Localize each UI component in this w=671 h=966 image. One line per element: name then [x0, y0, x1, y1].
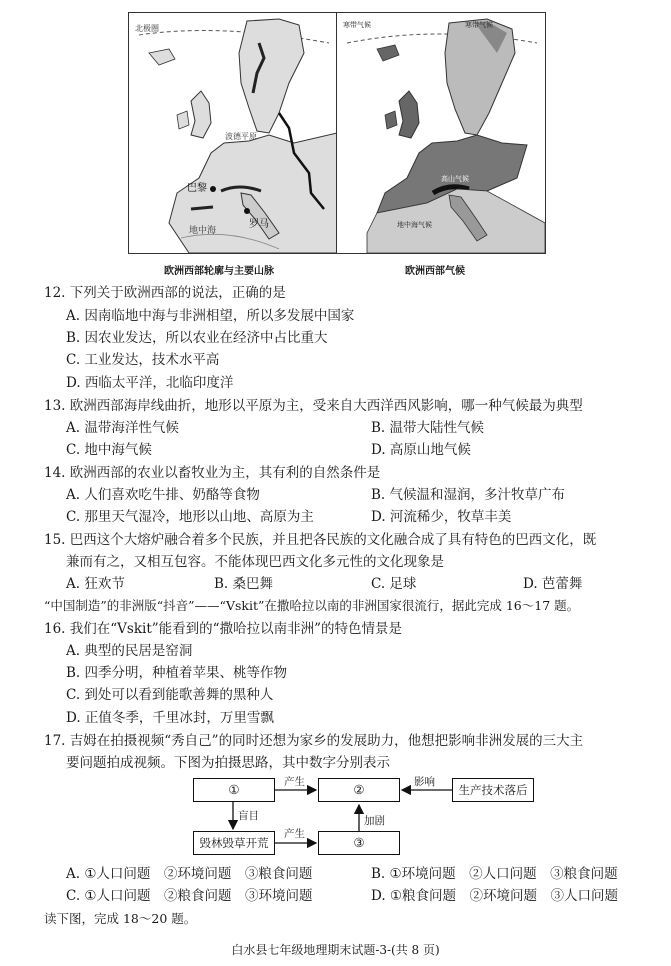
q15-option-a[interactable]: A. 狂欢节 — [66, 576, 125, 592]
q15-option-d[interactable]: D. 芭蕾舞 — [523, 576, 583, 592]
q13-option-d[interactable]: D. 高原山地气候 — [371, 442, 471, 458]
europe-climate-map-graphic — [337, 13, 545, 253]
map1-caption: 欧洲西部轮廓与主要山脉 — [164, 266, 274, 277]
europe-outline-map-graphic — [129, 13, 337, 253]
flow-box-3: ③ — [318, 831, 400, 855]
q14-option-c[interactable]: C. 那里天气湿冷，地形以山地、高原为主 — [66, 509, 314, 525]
q15-stem-line2: 兼而有之，又相互包容。不能体现巴西文化多元性的文化现象是 — [66, 554, 444, 570]
q13-stem: 13. 欧洲西部海岸线曲折，地形以平原为主，受来自大西洋西风影响，哪一种气候最为典型 — [44, 398, 583, 414]
q16-stem: 16. 我们在“Vskit”能看到的“撒哈拉以南非洲”的特色情景是 — [44, 621, 402, 637]
q17-option-c[interactable]: C. ①人口问题 ②粮食问题 ③环境问题 — [66, 888, 313, 904]
flow-label-influence: 影响 — [414, 776, 435, 788]
subarctic-label: 寒带气候 — [343, 21, 371, 29]
q13-option-a[interactable]: A. 温带海洋性气候 — [66, 420, 179, 436]
q14-option-b[interactable]: B. 气候温和湿润，多汁牧草广布 — [371, 487, 566, 503]
intro-16-17: “中国制造”的非洲版“抖音”——“Vskit”在撒哈拉以南的非洲国家很流行，据此完成 16～17 题。 — [44, 598, 580, 613]
q17-option-b[interactable]: B. ①环境问题 ②人口问题 ③粮食问题 — [371, 866, 618, 882]
map2-caption: 欧洲西部气候 — [405, 266, 465, 277]
q13-option-c[interactable]: C. 地中海气候 — [66, 442, 152, 458]
subarctic-label-2: 寒带气候 — [465, 21, 493, 29]
q16-option-a[interactable]: A. 典型的民居是窑洞 — [66, 643, 193, 659]
flow-box-tech: 生产技术落后 — [452, 778, 534, 802]
europe-outline-map — [128, 12, 338, 254]
q17-option-d[interactable]: D. ①粮食问题 ②环境问题 ③人口问题 — [371, 888, 619, 904]
intro-18-20: 读下图，完成 18～20 题。 — [44, 911, 197, 926]
q16-option-c[interactable]: C. 到处可以看到能歌善舞的黑种人 — [66, 687, 274, 703]
q14-option-a[interactable]: A. 人们喜欢吃牛排、奶酪等食物 — [66, 487, 260, 503]
mediterranean-label: 地中海 — [189, 226, 217, 236]
q12-stem: 12. 下列关于欧洲西部的说法，正确的是 — [44, 285, 286, 301]
q17-stem-line1: 17. 吉姆在拍摄视频“秀自己”的同时还想为家乡的发展助力，他想把影响非洲发展的三大主 — [44, 733, 584, 749]
europe-climate-map — [336, 12, 546, 254]
mediterranean-climate-label: 地中海气候 — [397, 221, 432, 229]
q17-option-a[interactable]: A. ①人口问题 ②环境问题 ③粮食问题 — [66, 866, 313, 882]
q12-option-c[interactable]: C. 工业发达，技术水平高 — [66, 352, 220, 368]
flow-box-2: ② — [318, 778, 400, 802]
flow-box-1: ① — [193, 778, 275, 802]
paris-label: 巴黎 — [187, 183, 207, 194]
page-footer: 白水县七年级地理期末试题-3-(共 8 页) — [231, 943, 440, 957]
q12-option-b[interactable]: B. 因农业发达，所以农业在经济中占比重大 — [66, 330, 328, 346]
arctic-circle-label: 北极圈 — [135, 24, 159, 33]
q12-option-a[interactable]: A. 因南临地中海与非洲相望，所以多发展中国家 — [66, 308, 355, 324]
q15-stem-line1: 15. 巴西这个大熔炉融合着多个民族，并且把各民族的文化融合成了具有特色的巴西文化，既 — [44, 532, 597, 548]
flow-label-blind: 盲目 — [238, 810, 259, 822]
rome-label: 罗马 — [249, 219, 269, 230]
q16-option-b[interactable]: B. 四季分明，种植着苹果、桃等作物 — [66, 665, 288, 681]
plain-label: 波德平原 — [225, 132, 257, 141]
q12-option-d[interactable]: D. 西临太平洋，北临印度洋 — [66, 375, 234, 391]
q16-option-d[interactable]: D. 正值冬季，千里冰封，万里雪飘 — [66, 710, 274, 726]
q15-option-c[interactable]: C. 足球 — [371, 576, 417, 592]
q14-option-d[interactable]: D. 河流稀少，牧草丰美 — [371, 509, 512, 525]
mountain-climate-label: 高山气候 — [441, 175, 469, 183]
q17-stem-line2: 要问题拍成视频。下图为拍摄思路，其中数字分别表示 — [66, 755, 390, 771]
q14-stem: 14. 欧洲西部的农业以畜牧业为主，其有利的自然条件是 — [44, 465, 381, 481]
flow-label-produce-1: 产生 — [284, 776, 305, 788]
q13-option-b[interactable]: B. 温带大陆性气候 — [371, 420, 485, 436]
q15-option-b[interactable]: B. 桑巴舞 — [214, 576, 274, 592]
flow-label-aggravate: 加剧 — [364, 815, 385, 827]
flow-box-deforestation: 毁林毁草开荒 — [193, 831, 275, 855]
flow-label-produce-2: 产生 — [284, 828, 305, 840]
